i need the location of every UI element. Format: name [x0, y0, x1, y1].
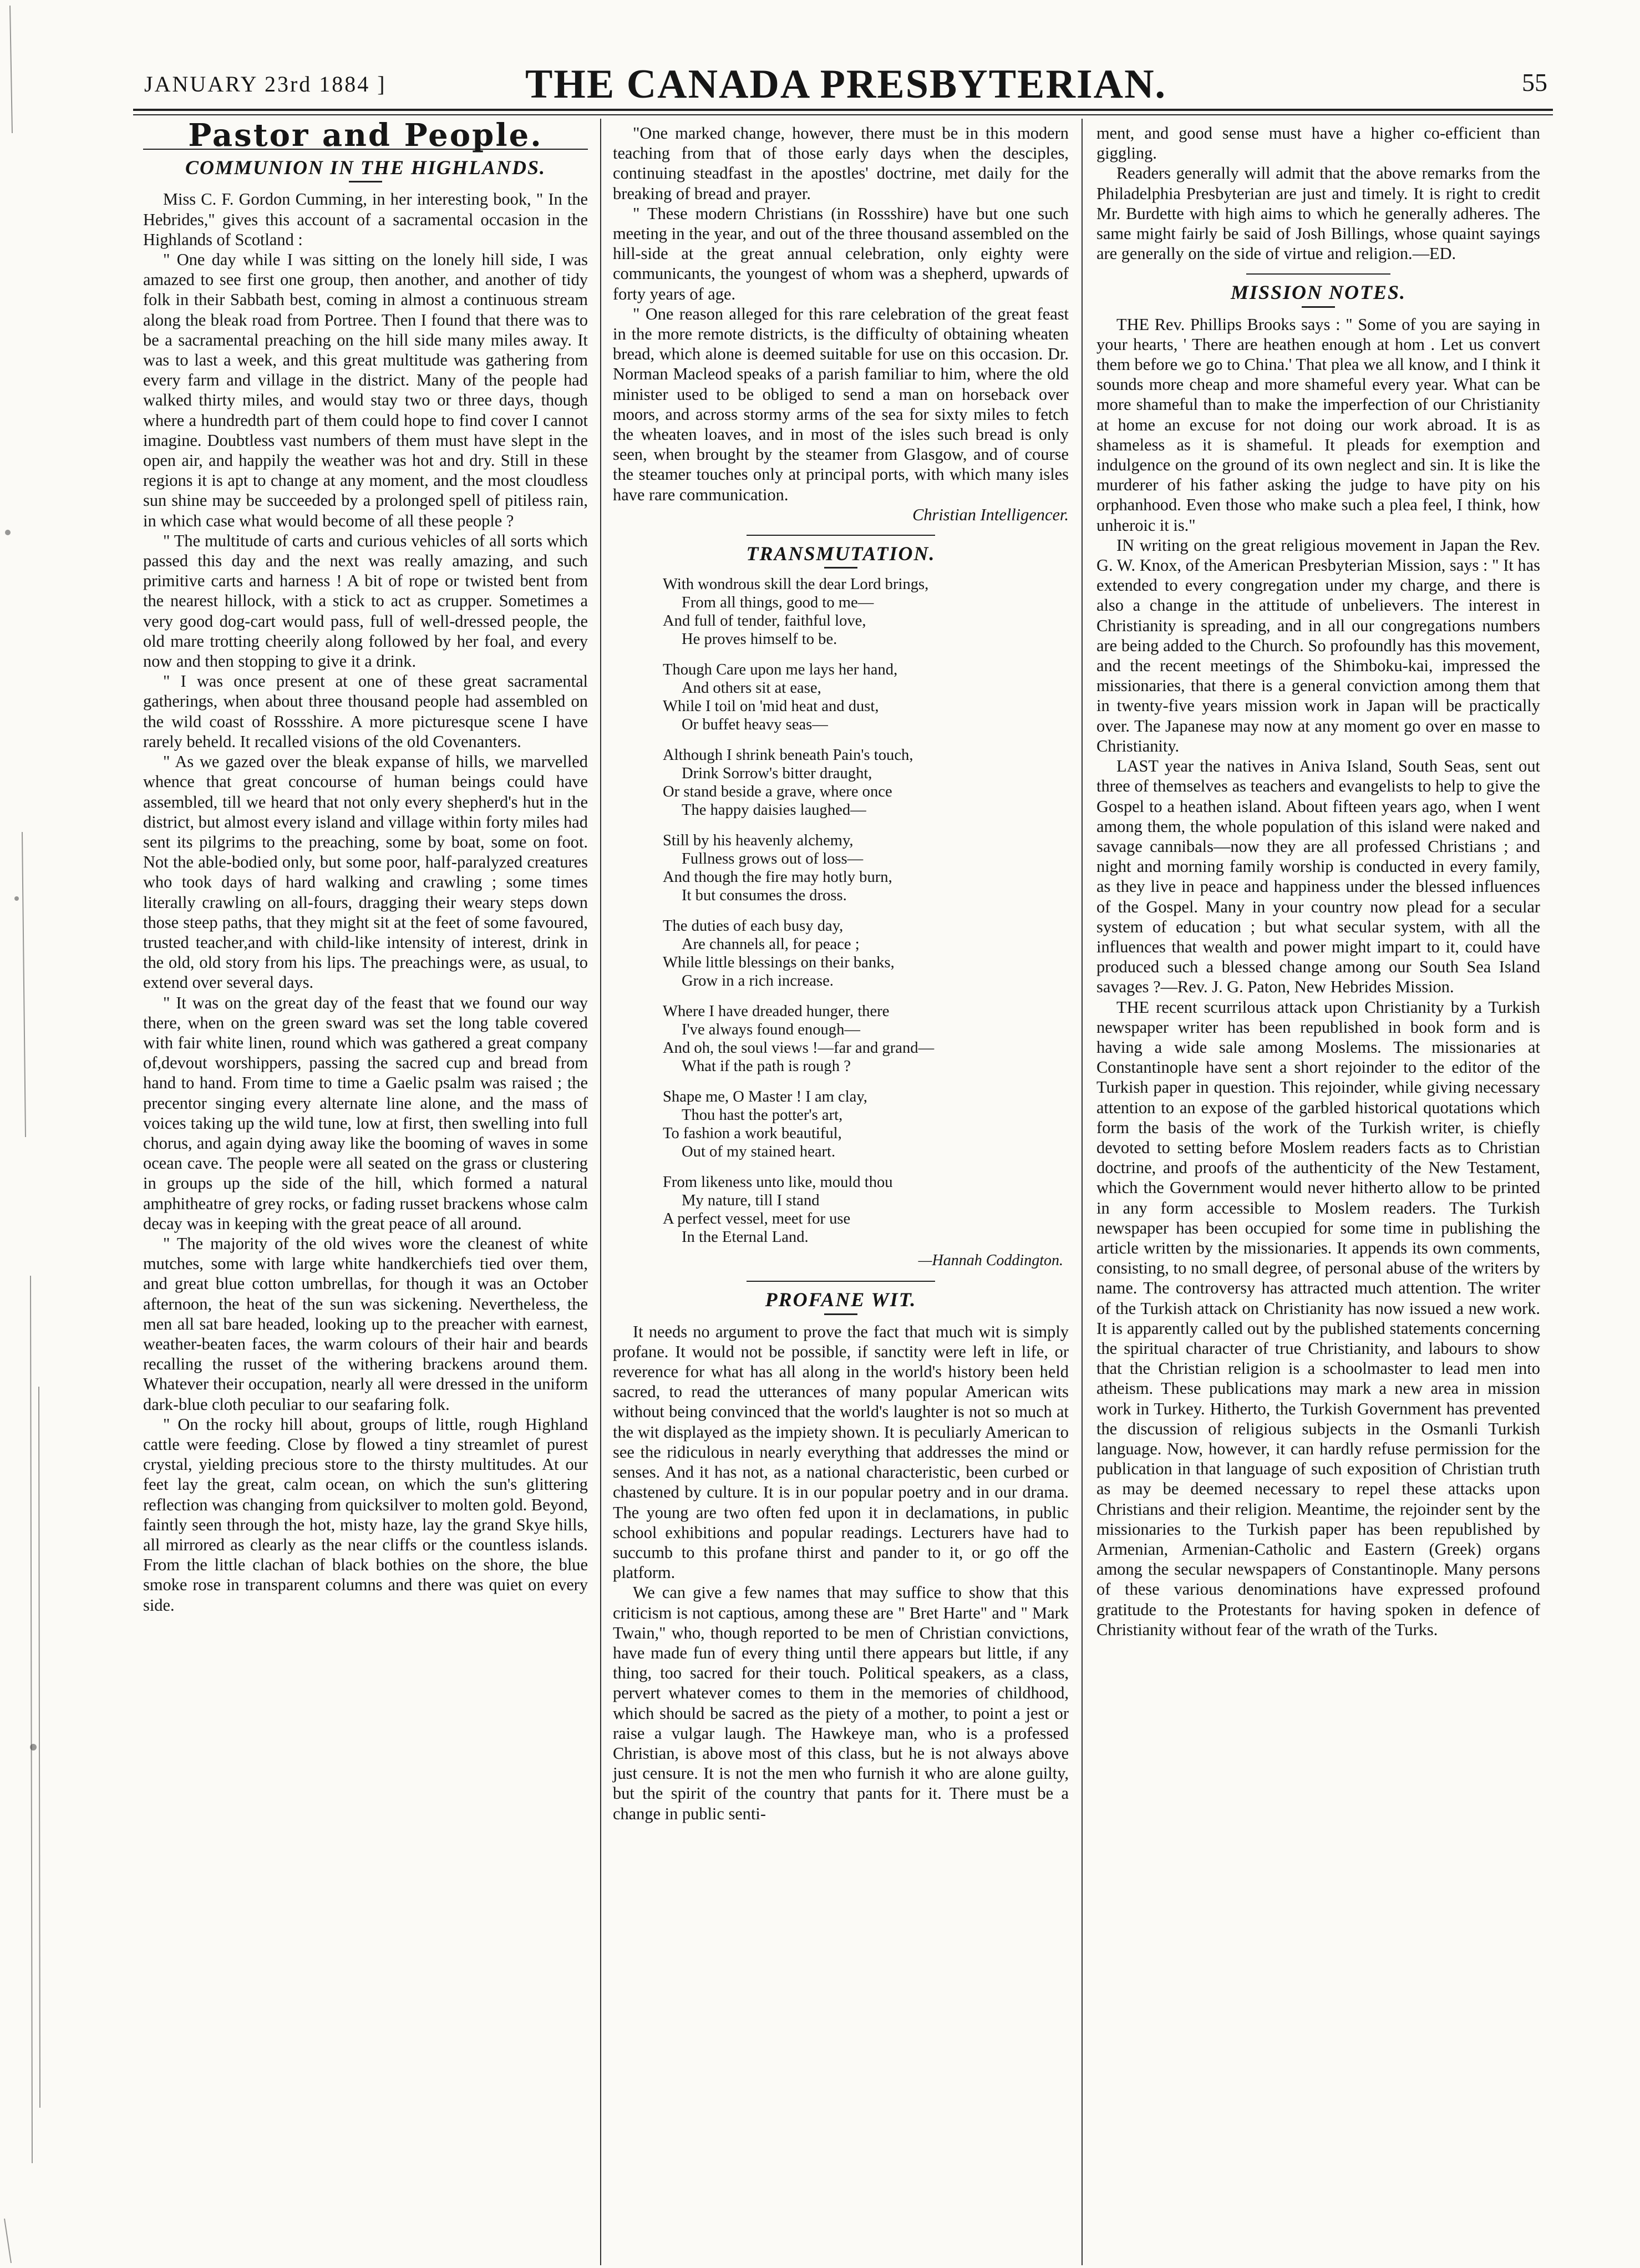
binding-edge-marks: [0, 0, 67, 2268]
paragraph: " One day while I was sitting on the lonely hill side, I was amazed to see first one group, then another, and another of tidy folk in their Sabbath best, coming in almost a continuous stream along the bleak road from Portree. Then I found that there was to be a sacramental preaching on the hill side many miles away. It was to last a week, and this great multitude was gathering from every farm and village in the district. Many of the people had walked thirty miles, and would stay two or three days, though where a hundredth part of them could hope to find cover I cannot imagine. Doubtless vast numbers of them must have slept in the open air, and happily the weather was hot and dry. Still in these regions it is apt to change at any moment, and the most cloudless sun shine may be succeeded by a prolonged spell of pitiless rain, in which case what would become of all these people ?: [143, 250, 588, 530]
title-dash: [349, 181, 382, 182]
paragraph: " These modern Christians (in Rossshire) have but one such meeting in the year, and out of the three thousand assembled on the hill-side at the great annual celebration, only eighty were communicants, the youngest of whom was a shepherd, upwards of forty years of age.: [613, 204, 1069, 303]
column-3: [1096, 123, 1540, 1640]
page-number: 55: [1522, 68, 1547, 97]
stanza: [663, 746, 1069, 819]
stanza: [663, 917, 1069, 990]
poem-line: Although I shrink beneath Pain's touch,: [663, 747, 913, 764]
poem-line: While little blessings on their banks,: [663, 954, 895, 972]
poem-line: While I toil on 'mid heat and dust,: [663, 698, 879, 716]
poem-line: Still by his heavenly alchemy,: [663, 832, 854, 850]
poem-line: To fashion a work beautiful,: [663, 1125, 842, 1143]
poem: [663, 575, 1069, 1246]
paragraph: " I was once present at one of these great sacramental gatherings, when about three thousand people had assembled on the wild coast of Rossshire. A more picturesque scene I have rarely beheld. It recalled visions of the old Covenanters.: [143, 672, 588, 751]
poem-line: A perfect vessel, meet for use: [663, 1210, 851, 1228]
title-dash: [1302, 306, 1335, 308]
paragraph: Readers generally will admit that the above remarks from the Philadelphia Presbyterian are just and timely. It is right to credit Mr. Burdette with high aims to which he generally adheres. The same might fairly be said of Josh Billings, whose quaint sayings are generally on the side of virtue and religion.—ED.: [1096, 164, 1540, 263]
poem-author: —Hannah Coddington.: [918, 1252, 1063, 1270]
paragraph: It needs no argument to prove the fact that much wit is simply profane. It would not be possible, if sanctity were left in life, or reverence for what has all along in the world's history been held sacred, to read the utterances of many popular American wits without being convinced that the world's laughter is not so much at the wit displayed as the impiety shown. It is peculiarly American to see the ridiculous in nearly everything that addresses the mind or senses. And it has not, as a national characteristic, been curbed or chastened by culture. It is in our popular poetry and in our drama. The young are two often fed upon it in declamations, in public school exhibitions and popular readings. Lecturers have had to succumb to this profane thirst and pander to it, or go off the platform.: [613, 1322, 1069, 1582]
poem-line: Thou hast the potter's art,: [682, 1107, 843, 1124]
paragraph: " It was on the great day of the feast that we found our way there, when on the green sward was set the long table covered with fair white linen, round which was gathered a great company of,devout worshippers, passing the sacred cup and bread from hand to hand. From time to time a Gaelic psalm was raised ; the precentor singing every alternate line alone, and the mass of voices taking up the wild tune, low at first, then swelling into full chorus, and again dying away like the booming of waves in some ocean cave. The people were all seated on the grass or clustering in groups up the side of the hill, which formed a natural amphitheatre of grey rocks, or fading russet brackens whose calm decay was in keeping with the great peace of all around.: [143, 993, 588, 1233]
article-separator: [747, 535, 935, 536]
poem-line: And full of tender, faithful love,: [663, 612, 866, 630]
column-divider-2: [1082, 119, 1083, 2265]
poem-line: In the Eternal Land.: [682, 1229, 809, 1246]
paragraph: " The multitude of carts and curious vehicles of all sorts which passed this day and the next was really amazing, and such primitive carts and harness ! A bit of rope or twisted bent from the nearest hillock, with a stick to act as crupper. Sometimes a very good dog-cart would pass, full of well-dressed people, the old mare trotting cheerily along followed by her foal, and every now and then stopping to give it a drink.: [143, 531, 588, 671]
paragraph: Miss C. F. Gordon Cumming, in her interesting book, " In the Hebrides," gives this account of a sacramental occasion in the Highlands of Scotland :: [143, 190, 588, 249]
poem-line: Or buffet heavy seas—: [682, 716, 828, 734]
poem-line: I've always found enough—: [682, 1021, 860, 1039]
stanza: [663, 1088, 1069, 1161]
stanza: [663, 575, 1069, 648]
poem-line: And oh, the soul views !—far and grand—: [663, 1039, 935, 1057]
poem-line: The happy daisies laughed—: [682, 801, 866, 819]
poem-line: My nature, till I stand: [682, 1192, 820, 1210]
poem-line: Grow in a rich increase.: [682, 972, 834, 990]
issue-date: JANUARY 23rd 1884 ]: [144, 72, 387, 97]
paragraph: " The majority of the old wives wore the cleanest of white mutches, some with large white handkerchiefs tied over them, and great blue cotton umbrellas, for though it was an October afternoon, the heat of the sun was sickening. Nevertheless, the men all sat bare headed, looking up to the preacher with earnest, weather-beaten faces, the warm colours of their hair and beards recalling the russet of the withering brackens around them. Whatever their occupation, nearly all were dressed in the uniform dark-blue cloth peculiar to our seafaring folk.: [143, 1234, 588, 1414]
poem-line: The duties of each busy day,: [663, 917, 844, 935]
paragraph: "One marked change, however, there must be in this modern teaching from that of those early days when the desciples, continuing steadfast in the apostles' doctrine, met daily for the breaking of bread and prayer.: [613, 124, 1069, 203]
stanza: [663, 1173, 1069, 1246]
article-title-mission-notes: MISSION NOTES.: [1230, 281, 1407, 304]
poem-line: Fullness grows out of loss—: [682, 850, 864, 868]
paragraph: THE Rev. Phillips Brooks says : " Some of you are saying in your hearts, ' There are heathen enough at hom . Let us convert them before we go to China.' That plea we all know, and I think it sounds more cheap and more shameful every year. What can be more shameful than to make the imperfection of our Christianity at home an excuse for not doing our work abroad. It is as shameless as it is shameful. It pleads for exemption and indulgence on the ground of its own neglect and sin. It is like the murderer of his father asking the judge to have pity on his orphanhood. Even those who make such a plea feel, I think, how unheroic it is.": [1096, 314, 1540, 535]
poem-line: And though the fire may hotly burn,: [663, 869, 892, 886]
poem-line: What if the path is rough ?: [682, 1058, 851, 1075]
paragraph: " As we gazed over the bleak expanse of hills, we marvelled whence that great concourse of human beings could have assembled, till we heard that not only every shepherd's hut in the district, but almost every island and village within forty miles had sent its pilgrims to the preaching, some by boat, some on foot. Not the able-bodied only, but some poor, half-paralyzed creatures who took days of hard walking and crawling ; some times literally crawling on all-fours, dragging their weary steps down those steep paths, that they might sit at the feet of some favoured, trusted teacher,and with child-like intensity of interest, drink in the old, old story from his lips. The preachings were, as usual, to extend over several days.: [143, 752, 588, 992]
column-2: [613, 123, 1069, 1824]
article-separator: [747, 1281, 935, 1282]
article-separator: [1246, 273, 1390, 275]
column-1: [143, 117, 588, 1615]
article-title-profane-wit: PROFANE WIT.: [765, 1288, 917, 1311]
stanza: [663, 661, 1069, 734]
poem-line: He proves himself to be.: [682, 631, 837, 648]
masthead-rule-thin: [133, 114, 1553, 115]
masthead-rule: [133, 109, 1553, 111]
poem-line: It but consumes the dross.: [682, 887, 847, 905]
paragraph: " One reason alleged for this rare celebration of the great feast in the more remote districts, is the difficulty of obtaining wheaten bread, which alone is deemed suitable for use on this occasion. Dr. Norman Macleod speaks of a parish familiar to him, where the old minister used to be obliged to send a man on horseback over moors, and across stormy arms of the sea for sixty miles to fetch the wheaten loaves, and in most of the isles such bread is only seen, when brought by the steamer from Glasgow, and of course the steamer touches only at principal ports, with which many isles have rare communication.: [613, 304, 1069, 504]
paragraph: IN writing on the great religious movement in Japan the Rev. G. W. Knox, of the American Presbyterian Mission, says : " It has extended to every congregation under my charge, and there is also a change in the attitude of unbelievers. The interest in Christianity is spreading, and in all our congregations numbers are being added to the Church. So profoundly has this movement, and the recent meetings of the Shimboku-kai, impressed the missionaries, that there is a general conviction among them that in twenty-five years mission work in Japan will be practically over. The Japanese may now at any moment go over en masse to Christianity.: [1096, 535, 1540, 755]
poem-line: With wondrous skill the dear Lord brings,: [663, 576, 929, 593]
poem-line: From likeness unto like, mould thou: [663, 1174, 893, 1191]
paragraph: THE recent scurrilous attack upon Christianity by a Turkish newspaper writer has been republished in book form and is having a wide sale among Moslems. The missionaries at Constantinople have sent a short rejoinder to the editor of the Turkish paper in question. This rejoinder, while giving necessary attention to an expose of the garbled historical quotations which form the basis of the work of the Turkish writer, is chiefly devoted to setting before Moslem readers facts as to Christian doctrine, and proofs of the authenticity of the New Testament, which the Government would never hitherto allow to be printed in any form accessible to Moslem readers. The Turkish newspaper has been occupied for some time in publishing the article written by the missionaries. It appends its own comments, consisting, to no small degree, of personal abuse of the writers by name. The controversy has attracted much attention. The writer of the Turkish attack on Christianity has now issued a new work. It is apparently called out by the published statements concerning the spiritual character of true Christianity, and labours to show that the Christian religion is a schoolmaster to lead men into atheism. These publications may mark a new area in mission work in Turkey. Hitherto, the Turkish Government has prevented the discussion of religious subjects in the Osmanli Turkish language. Now, however, it can hardly refuse permission for the publication in that language of such exposition of Christian truth as may be deemed necessary to repel these attacks upon Christians and their religion. Meantime, the rejoinder sent by the missionaries to the Turkish paper has been republished by Armenian, Armenian-Catholic and Eastern (Greek) organs among the secular newspapers of Constantinople. Many persons of these various denominations have expressed profound gratitude to the Protestants for having spoken in defence of Christianity without fear of the wrath of the Turks.: [1096, 997, 1540, 1639]
title-dash: [824, 567, 857, 569]
newspaper-title: THE CANADA PRESBYTERIAN.: [525, 62, 1167, 107]
paragraph: LAST year the natives in Aniva Island, South Seas, sent out three of themselves as teachers and evangelists to help to give the Gospel to a heathen island. About fifteen years ago, when I went among them, the whole population of this island were naked and savage cannibals—now they are all professed Christians ; and night and morning family worship is conducted in every family, as they live in peace and happiness under the blessed influences of the Gospel. Many in your country now plead for a secular system of education ; but what secular system, with all the influences that wealth and power might impart to it, could have produced such a blessed change among our South Sea Island savages ?—Rev. J. G. Paton, New Hebrides Mission.: [1096, 757, 1540, 997]
article-title-communion: COMMUNION IN THE HIGHLANDS.: [185, 156, 546, 179]
paragraph: " On the rocky hill about, groups of little, rough Highland cattle were feeding. Close by flowed a tiny streamlet of purest crystal, yielding precious store to the thirsty multitudes. At our feet lay the great, calm ocean, on which the sun's glittering reflection was changing from quicksilver to molten gold. Beyond, faintly seen through the hot, misty haze, lay the grand Skye hills, all mirrored as clearly as the near cliffs or the countless islands. From the little clachan of black bothies on the shore, the blue smoke rose in transparent columns and there was quiet on every side.: [143, 1414, 588, 1615]
title-dash: [824, 1313, 857, 1315]
poem-line: Or stand beside a grave, where once: [663, 783, 892, 801]
masthead: [144, 61, 1547, 105]
column-divider-1: [600, 119, 601, 2265]
poem-line: Are channels all, for peace ;: [682, 936, 860, 953]
poem-line: And others sit at ease,: [682, 679, 821, 697]
poem-line: Though Care upon me lays her hand,: [663, 661, 898, 679]
poem-line: Where I have dreaded hunger, there: [663, 1003, 890, 1021]
poem-line: Shape me, O Master ! I am clay,: [663, 1088, 867, 1106]
paragraph-continuation: ment, and good sense must have a higher co-efficient than giggling.: [1096, 124, 1540, 163]
poem-line: Out of my stained heart.: [682, 1143, 836, 1161]
paragraph: We can give a few names that may suffice to show that this criticism is not captious, among these are " Bret Harte" and " Mark Twain," who, though reported to be men of Christian convictions, have made fun of every thing until there appears but little, if any thing, too sacred for their touch. Political speakers, as a class, pervert whatever comes to them in the memories of childhood, which should be sacred as the piety of a mother, to point a jest or raise a vulgar laugh. The Hawkeye man, who is a professed Christian, is above most of this class, but he is not always above just censure. It is not the men who furnish it who are alone guilty, but the spirit of the country that pants for it. There must be a change in public senti-: [613, 1583, 1069, 1823]
poem-title: TRANSMUTATION.: [746, 542, 936, 565]
stanza: [663, 831, 1069, 905]
section-banner: Pastor and People.: [188, 117, 543, 154]
stanza: [663, 1002, 1069, 1075]
poem-line: Drink Sorrow's bitter draught,: [682, 765, 872, 783]
poem-line: From all things, good to me—: [682, 594, 874, 612]
article-source: Christian Intelligencer.: [912, 505, 1069, 524]
